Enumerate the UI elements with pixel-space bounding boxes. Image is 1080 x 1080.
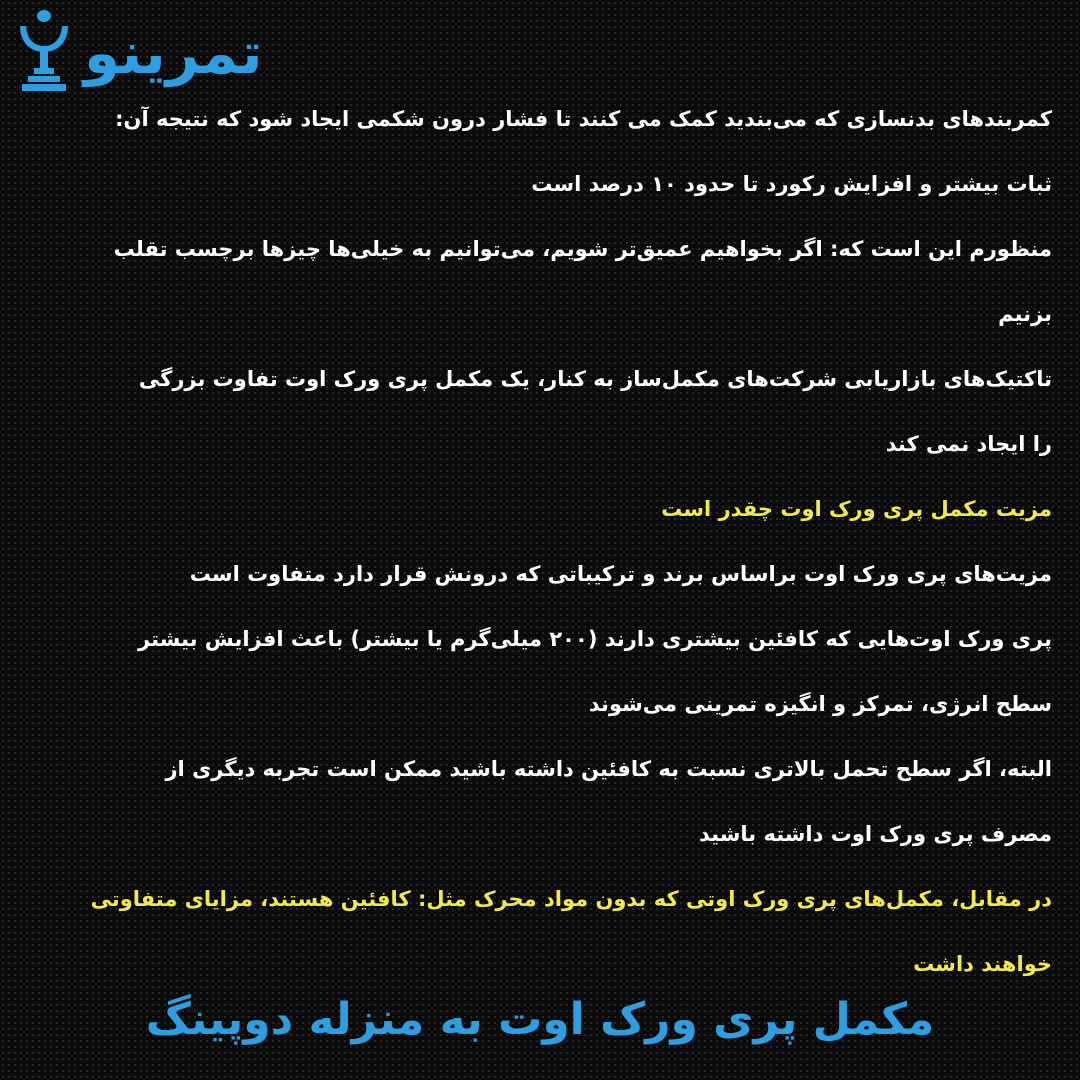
footer-title: مکمل پری ورک اوت به منزله دوپینگ (145, 994, 935, 1045)
text-line: تاکتیک‌های بازاریابی شرکت‌های مکمل‌ساز به کنار، یک مکمل پری ورک اوت تفاوت بزرگی (138, 367, 1052, 391)
article-body (40, 96, 1052, 1006)
brand-name: تمرینو (84, 19, 263, 87)
text-line: را ایجاد نمی کند (885, 432, 1052, 456)
highlight-line: خواهند داشت (913, 952, 1052, 976)
brand-logo (12, 8, 432, 98)
text-line: مزیت‌های پری ورک اوت براساس برند و ترکیباتی که درونش قرار دارد متفاوت است (189, 562, 1052, 586)
highlight-line: مزیت مکمل پری ورک اوت چقدر است (661, 497, 1052, 521)
text-line: مصرف پری ورک اوت داشته باشید (699, 822, 1052, 846)
text-line: البته، اگر سطح تحمل بالاتری نسبت به کافئین داشته باشید ممکن است تجربه دیگری از (165, 757, 1052, 781)
text-line: کمربندهای بدنسازی که می‌بندید کمک می کنند تا فشار درون شکمی ایجاد شود که نتیجه آن: (115, 107, 1052, 131)
text-line: پری ورک اوت‌هایی که کافئین بیشتری دارند (۲۰۰ میلی‌گرم یا بیشتر) باعث افزایش بیشتر (138, 627, 1052, 651)
text-line: ثبات بیشتر و افزایش رکورد تا حدود ۱۰ درصد است (531, 172, 1052, 196)
trophy-cup-icon (16, 10, 72, 96)
text-line: منظورم این است که: اگر بخواهیم عمیق‌تر شویم، می‌توانیم به خیلی‌ها چیزها برچسب تقلب (113, 237, 1052, 261)
highlight-line: در مقابل، مکمل‌های پری ورک اوتی که بدون مواد محرک مثل: کافئین هستند، مزایای متفاوتی (90, 887, 1052, 911)
text-line: سطح انرژی، تمرکز و انگیزه تمرینی می‌شوند (588, 692, 1052, 716)
text-line: بزنیم (998, 302, 1052, 326)
